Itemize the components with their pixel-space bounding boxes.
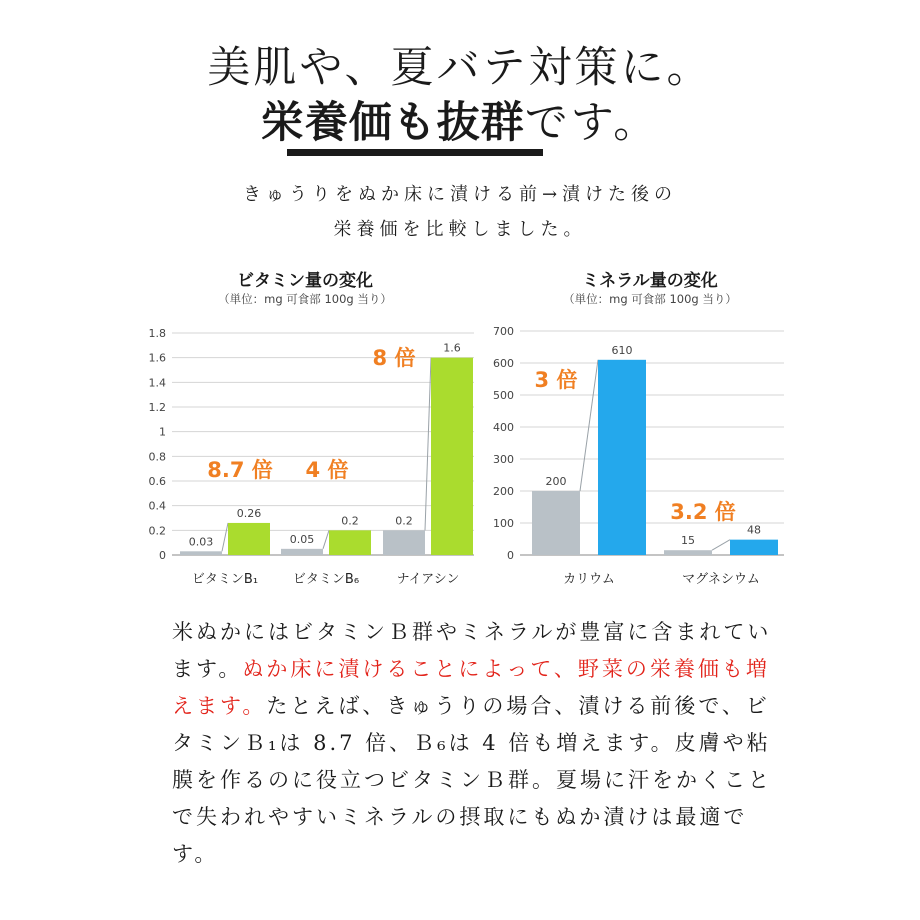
mineral-bar-before (664, 550, 712, 555)
body-text-part-2: たとえば、きゅうりの場合、漬ける前後で、ビタミンＢ₁は 8.7 倍、Ｂ₆は 4 倍も増えます。皮膚や粘膜を作るのに役立つビタミンＢ群。夏場に汗をかくことで失われやすいミネラルの摂取にもぬか漬けは最適です。 (172, 694, 772, 866)
mineral-y-tick-label: 500 (493, 389, 514, 402)
body-highlight: ぬか床に漬けることによって、野菜の栄養価も増えます。 (172, 657, 770, 718)
mineral-multiplier-label: 3 倍 (534, 368, 578, 392)
mineral-connector-line (712, 540, 730, 551)
mineral-y-tick-label: 600 (493, 357, 514, 370)
vitamin-bar-after (431, 358, 473, 555)
vitamin-bar-before (281, 549, 323, 555)
vitamin-connector-line (425, 358, 431, 531)
vitamin-chart-unit: （単位：mg 可食部 100g 当り） (218, 292, 392, 306)
vitamin-connector-line (222, 523, 228, 551)
vitamin-y-tick-label: 0.8 (148, 450, 166, 464)
vitamin-chart-title: ビタミン量の変化 (237, 271, 373, 291)
vitamin-y-tick-label: 0.6 (148, 475, 166, 488)
vitamin-bar-before (180, 551, 222, 555)
vitamin-bar-before (383, 530, 425, 555)
vitamin-value-label-before: 0.2 (395, 514, 413, 528)
vitamin-multiplier-label: 4 倍 (305, 458, 349, 482)
mineral-chart-unit: （単位：mg 可食部 100g 当り） (563, 292, 737, 306)
vitamin-category-label: ビタミンB₆ (292, 572, 360, 587)
vitamin-category-label: ビタミンB₁ (191, 572, 259, 587)
vitamin-value-label-after: 0.26 (236, 506, 262, 520)
mineral-value-label-after: 610 (611, 343, 633, 357)
mineral-value-label-before: 200 (545, 475, 567, 488)
vitamin-multiplier-label: 8 倍 (372, 346, 416, 370)
mineral-value-label-before: 15 (681, 534, 695, 548)
body-text-part-1: 米ぬかにはビタミンＢ群やミネラルが豊富に含まれています。 (172, 620, 772, 681)
mineral-y-tick-label: 700 (493, 325, 514, 338)
subtitle-line-1: きゅうりをぬか床に漬ける前→漬けた後の (242, 184, 678, 205)
vitamin-y-tick-label: 1.6 (148, 351, 166, 365)
vitamin-category-label: ナイアシン (396, 572, 460, 587)
mineral-y-tick-label: 300 (493, 453, 514, 466)
vitamin-multiplier-label: 8.7 倍 (207, 458, 273, 482)
headline-line-2-rest: です。 (524, 98, 660, 148)
vitamin-y-tick-label: 0.4 (148, 499, 166, 513)
vitamin-y-tick-label: 1.8 (148, 327, 166, 340)
body-paragraph (172, 614, 772, 873)
subtitle-line-2: 栄養価を比較しました。 (333, 219, 587, 240)
vitamin-value-label-before: 0.03 (188, 535, 214, 549)
vitamin-value-label-after: 1.6 (443, 341, 461, 355)
vitamin-bar-after (329, 530, 371, 555)
headline-emphasis: 栄養価も抜群 (260, 98, 525, 148)
vitamin-y-tick-label: 1 (159, 425, 166, 439)
mineral-y-tick-label: 0 (507, 549, 514, 562)
vitamin-value-label-before: 0.05 (289, 532, 315, 546)
mineral-y-tick-label: 400 (493, 421, 514, 434)
vitamin-bar-after (228, 523, 270, 555)
mineral-category-label: カリウム (563, 572, 615, 587)
mineral-bar-before (532, 491, 580, 555)
vitamin-y-tick-label: 1.4 (148, 376, 166, 390)
mineral-y-tick-label: 100 (493, 517, 514, 530)
vitamin-y-tick-label: 0 (159, 549, 166, 562)
vitamin-connector-line (323, 530, 329, 549)
vitamin-value-label-after: 0.2 (341, 514, 359, 528)
headline-line-1: 美肌や、夏バテ対策に。 (207, 43, 713, 93)
vitamin-y-tick-label: 1.2 (148, 401, 166, 414)
mineral-multiplier-label: 3.2 倍 (670, 500, 736, 524)
mineral-bar-after (598, 360, 646, 555)
mineral-connector-line (580, 360, 598, 491)
mineral-chart-title: ミネラル量の変化 (582, 271, 718, 291)
vitamin-y-tick-label: 0.2 (148, 524, 166, 538)
mineral-y-tick-label: 200 (493, 485, 514, 498)
mineral-bar-after (730, 540, 778, 555)
mineral-value-label-after: 48 (747, 523, 761, 537)
mineral-category-label: マグネシウム (682, 572, 760, 587)
